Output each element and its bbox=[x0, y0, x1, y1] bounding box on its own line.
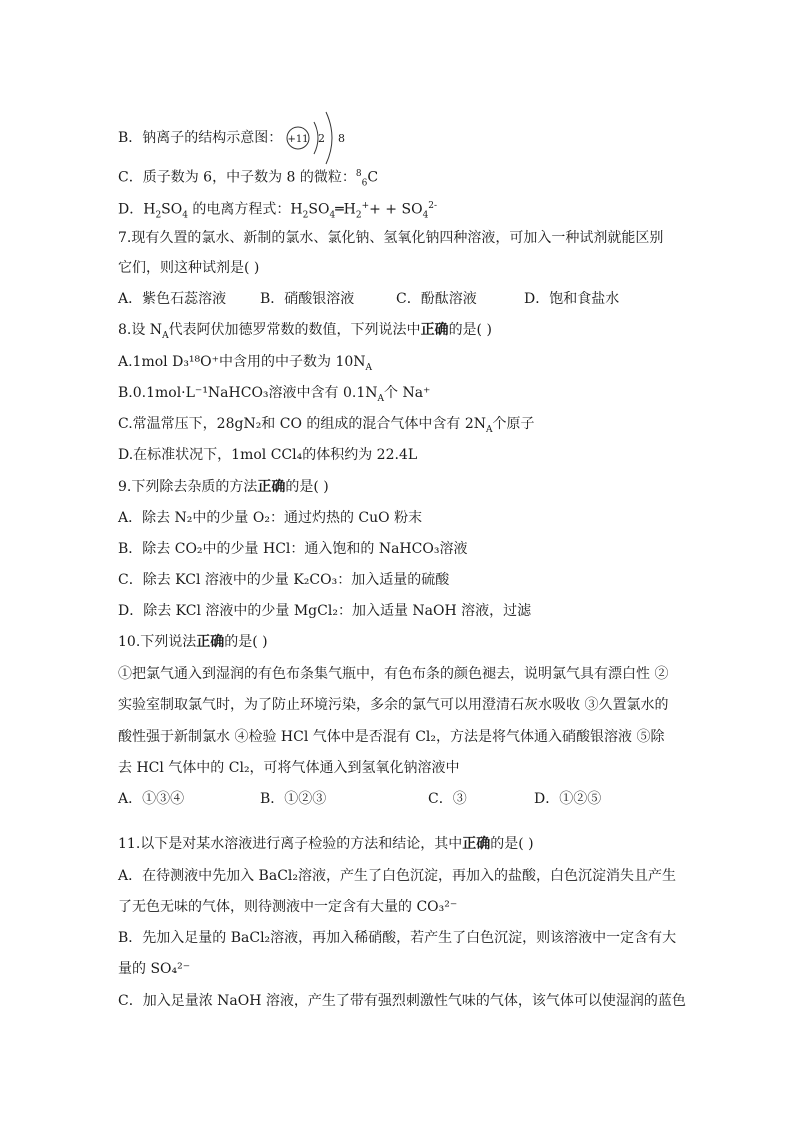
option-c[interactable]: C．③ bbox=[428, 791, 467, 807]
question-10-statement-line-3: 酸性强于新制氯水 ④检验 HCl 气体中是否混有 Cl₂，方法是将气体通入硝酸银溶液 ⑤除 bbox=[118, 729, 665, 745]
text: SO bbox=[161, 201, 183, 218]
option-c-particle bbox=[118, 164, 378, 193]
text: 个 Na⁺ bbox=[384, 385, 431, 401]
question-11-option-c-line-1[interactable]: C．加入足量浓 NaOH 溶液，产生了带有强烈刺激性气味的气体，该气体可以使湿润的蓝色 bbox=[118, 993, 686, 1009]
text: 10.下列说法 bbox=[118, 634, 197, 650]
question-7-stem-line-2: 它们，则这种试剂是( ) bbox=[118, 260, 260, 276]
text: 的是( ) bbox=[224, 634, 268, 650]
text: C.常温常压下，28gN₂和 CO 的组成的混合气体中含有 2N bbox=[118, 416, 486, 432]
option-b-sodium bbox=[118, 118, 354, 158]
question-10-options bbox=[118, 789, 601, 809]
question-10-statement-line-4: 去 HCl 气体中的 Cl₂，可将气体通入到氢氧化钠溶液中 bbox=[118, 760, 460, 776]
question-11-option-b-line-2: 量的 SO₄²⁻ bbox=[118, 961, 191, 977]
text: 11.以下是对某水溶液进行离子检验的方法和结论，其中 bbox=[118, 836, 463, 852]
question-11-option-a-line-1[interactable]: A．在待测液中先加入 BaCl₂溶液，产生了白色沉淀，再加入的盐酸，白色沉淀消失且产生 bbox=[118, 868, 676, 884]
emphasis: 正确 bbox=[420, 322, 449, 338]
sub: A bbox=[365, 362, 373, 373]
text: 的是( ) bbox=[490, 836, 534, 852]
option-d[interactable]: D．①②⑤ bbox=[534, 791, 602, 807]
option-text: C．质子数为 6，中子数为 8 的微粒： bbox=[118, 169, 356, 186]
question-9-option-a[interactable]: A．除去 N₂中的少量 O₂：通过灼热的 CuO 粉末 bbox=[118, 510, 423, 526]
sub: A bbox=[377, 393, 385, 404]
question-8-option-b[interactable] bbox=[118, 383, 430, 409]
question-11-option-b-line-1[interactable]: B．先加入足量的 BaCl₂溶液，再加入稀硝酸，若产生了白色沉淀，则该溶液中一定含有大 bbox=[118, 930, 677, 946]
sup: + bbox=[361, 201, 370, 211]
text: B.0.1mol·L⁻¹NaHCO₃溶液中含有 0.1N bbox=[118, 385, 378, 401]
question-11-option-a-line-2: 了无色无味的气体，则待测液中一定含有大量的 CO₃²⁻ bbox=[118, 899, 458, 915]
mass-number: 8 bbox=[355, 169, 362, 179]
sub: 4 bbox=[329, 210, 336, 221]
element-symbol: C bbox=[367, 169, 379, 186]
charge: 2- bbox=[428, 201, 438, 211]
text: ═H bbox=[335, 201, 356, 218]
sub: 2 bbox=[355, 210, 362, 221]
sub: 4 bbox=[422, 210, 429, 221]
text: + + SO bbox=[369, 201, 423, 218]
sub: 2 bbox=[155, 210, 162, 221]
question-9-option-c[interactable]: C．除去 KCl 溶液中的少量 K₂CO₃：加入适量的硫酸 bbox=[118, 572, 450, 588]
question-8-option-c[interactable] bbox=[118, 414, 535, 440]
text: A.1mol D₃¹⁸O⁺中含用的中子数为 10N bbox=[118, 354, 366, 370]
option-a[interactable]: A．①③④ bbox=[118, 791, 185, 807]
option-c[interactable]: C．酚酞溶液 bbox=[396, 291, 477, 307]
sub: A bbox=[162, 330, 169, 341]
text: 个原子 bbox=[492, 416, 535, 432]
question-8-stem bbox=[118, 320, 492, 346]
text: D．H bbox=[118, 201, 156, 218]
sub: A bbox=[486, 424, 493, 435]
emphasis: 正确 bbox=[462, 836, 491, 852]
question-8-option-a[interactable] bbox=[118, 352, 372, 378]
option-b[interactable]: B．硝酸银溶液 bbox=[260, 291, 355, 307]
question-10-statement-line-1: ①把氯气通入到湿润的有色布条集气瓶中，有色布条的颜色褪去，说明氯气具有漂白性 ② bbox=[118, 666, 669, 682]
option-d[interactable]: D．饱和食盐水 bbox=[524, 291, 620, 307]
question-9-stem bbox=[118, 477, 329, 497]
text: 的电离方程式：H bbox=[187, 201, 303, 218]
sodium-ion-structure-diagram bbox=[284, 118, 354, 158]
text: 的是( ) bbox=[448, 322, 492, 338]
text: 代表阿伏加德罗常数的数值，下列说法中 bbox=[168, 322, 421, 338]
option-b[interactable]: B．①②③ bbox=[260, 791, 327, 807]
atomic-number: 6 bbox=[361, 178, 368, 189]
text: 8.设 N bbox=[118, 322, 163, 338]
question-8-option-d[interactable]: D.在标准状况下，1mol CCl₄的体积约为 22.4L bbox=[118, 447, 418, 463]
sub: 4 bbox=[182, 210, 188, 221]
option-d-ionization bbox=[118, 196, 437, 225]
question-10-statement-line-2: 实验室制取氯气时，为了防止环境污染，多余的氯气可以用澄清石灰水吸收 ③久置氯水的 bbox=[118, 697, 669, 713]
nucleus-charge: +11 bbox=[287, 134, 309, 145]
question-11-stem bbox=[118, 834, 534, 854]
shell-1-electrons: 2 bbox=[318, 132, 326, 145]
question-7-stem-line-1: 7.现有久置的氯水、新制的氯水、氯化钠、氢氧化钠四种溶液，可加入一种试剂就能区别 bbox=[118, 230, 664, 246]
emphasis: 正确 bbox=[196, 634, 225, 650]
text: SO bbox=[308, 201, 330, 218]
option-text: B．钠离子的结构示意图： bbox=[118, 130, 283, 146]
text: 的是( ) bbox=[285, 479, 329, 495]
option-a[interactable]: A．紫色石蕊溶液 bbox=[118, 291, 227, 307]
shell-2-electrons: 8 bbox=[338, 132, 346, 145]
emphasis: 正确 bbox=[257, 479, 286, 495]
text: 9.下列除去杂质的方法 bbox=[118, 479, 258, 495]
sub: 2 bbox=[302, 210, 309, 221]
question-9-option-d[interactable]: D．除去 KCl 溶液中的少量 MgCl₂：加入适量 NaOH 溶液，过滤 bbox=[118, 603, 532, 619]
question-10-stem bbox=[118, 632, 268, 652]
question-7-options bbox=[118, 289, 619, 309]
question-9-option-b[interactable]: B．除去 CO₂中的少量 HCl：通入饱和的 NaHCO₃溶液 bbox=[118, 541, 468, 557]
